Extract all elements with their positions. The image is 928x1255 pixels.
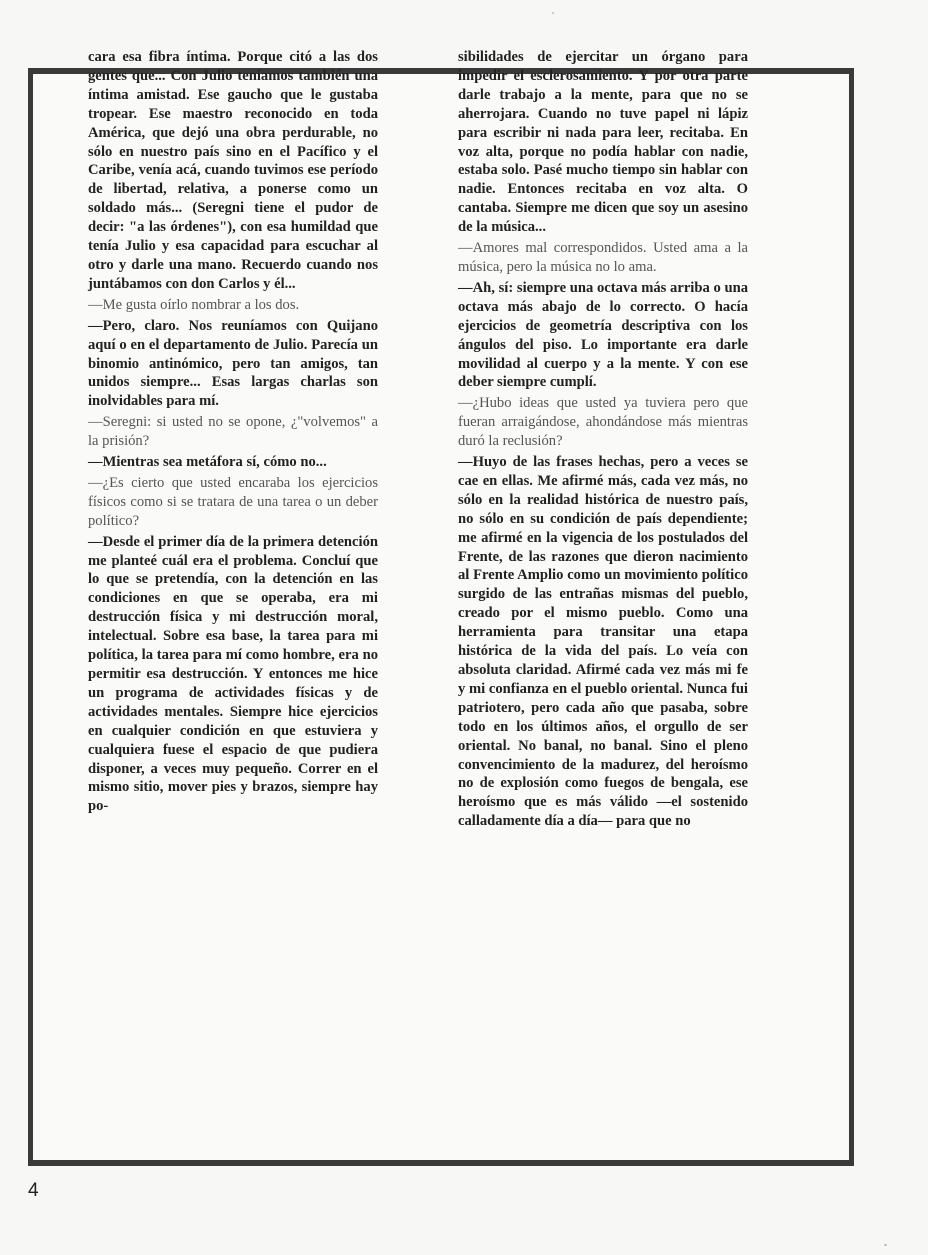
answer-paragraph: —Desde el primer día de la primera detención me planteé cuál era el problema. Concluí que lo que se pretendía, con la detención en las condiciones en que se operaba, era mi destrucción física y mi destrucción moral, intelectual. Sobre esa base, la tarea para mi política, la tarea para mí como hombre, era no permitir esa destrucción. Y entonces me hice un programa de actividades físicas y de actividades mentales. Siempre hice ejercicios en cualquier condición en que estuviera y cualquiera fuese el espacio de que pudiera disponer, a veces muy pequeño. Correr en el mismo sitio, mover pies y brazos, siempre hay po- — [88, 533, 378, 815]
question-paragraph: —¿Es cierto que usted encaraba los ejercicios físicos como si se tratara de una tarea o un deber político? — [88, 474, 378, 529]
page-number: 4 — [28, 1180, 39, 1201]
answer-paragraph: sibilidades de ejercitar un órgano para impedir el esclerosamiento. Y por otra parte darle trabajo a la mente, para que no se aherrojara. Cuando no tuve papel ni lápiz para escribir ni nada para leer, recitaba. En voz alta, porque no podía hablar con nadie, estaba solo. Pasé mucho tiempo sin hablar con nadie. Entonces recitaba en voz alta. O cantaba. Siempre me dicen que soy un asesino de la música... — [458, 49, 748, 236]
question-paragraph: —Me gusta oírlo nombrar a los dos. — [88, 296, 300, 313]
answer-paragraph: —Mientras sea metáfora sí, cómo no... — [88, 454, 327, 471]
question-paragraph: —Seregni: si usted no se opone, ¿"volvemos" a la prisión? — [88, 414, 378, 450]
answer-paragraph: —Ah, sí: siempre una octava más arriba o una octava más abajo de lo correcto. O hacía ejercicios de geometría descriptiva con los ángulos del piso. Lo importante era darle movilidad al cuerpo y a la mente. Y con ese deber siempre cumplí. — [458, 279, 748, 391]
answer-paragraph: cara esa fibra íntima. Porque citó a las dos gentes que... Con Julio teníamos también una íntima amistad. Ese gaucho que le gustaba tropear. Ese maestro reconocido en toda América, que dejó una obra perdurable, no sólo en nuestro país sino en el Pacífico y el Caribe, venía acá, cuando tuvimos ese período de libertad, relativa, a ponerse como un soldado más... (Seregni tiene el pudor de decir: "a las órdenes"), con esa humildad que tenía Julio y esa capacidad para escuchar al otro y darle una mano. Recuerdo cuando nos juntábamos con don Carlos y él... — [88, 49, 378, 292]
answer-paragraph: —Pero, claro. Nos reuníamos con Quijano aquí o en el departamento de Julio. Parecía un binomio antinómico, pero tan amigos, tan unidos siempre... Esas largas charlas son inolvidables para mí. — [88, 317, 378, 410]
question-paragraph: —Amores mal correspondidos. Usted ama a la música, pero la música no lo ama. — [458, 240, 748, 275]
scan-speck — [552, 12, 554, 14]
scan-speck — [884, 1244, 887, 1246]
right-text-column — [458, 48, 748, 833]
left-text-column — [88, 48, 378, 818]
answer-paragraph: —Huyo de las frases hechas, pero a veces se cae en ellas. Me afirmé más, cada vez más, no sólo en la realidad histórica de nuestro país, no sólo en su condición de país dependiente; me afirmé en la vigencia de los postulados del Frente, de las razones que dieron nacimiento al Frente Amplio como un movimiento político surgido de las entrañas mismas del pueblo, creado por el mismo pueblo. Como una herramienta para transitar una etapa histórica de la vida del país. Lo veía con absoluta claridad. Afirmé cada vez más mi fe y mi confianza en el pueblo oriental. Nunca fui patriotero, pero cada año que pasaba, sobre todo en los últimos años, el orgullo de ser oriental. No banal, no banal. Sino el pleno convencimiento de la madurez, del heroísmo no de explosión como fuegos de bengala, ese heroísmo que es más válido —el sostenido calladamente día a día— para que no — [458, 454, 748, 830]
question-paragraph: —¿Hubo ideas que usted ya tuviera pero que fueran arraigándose, ahondándose más mientras duró la reclusión? — [458, 395, 748, 450]
